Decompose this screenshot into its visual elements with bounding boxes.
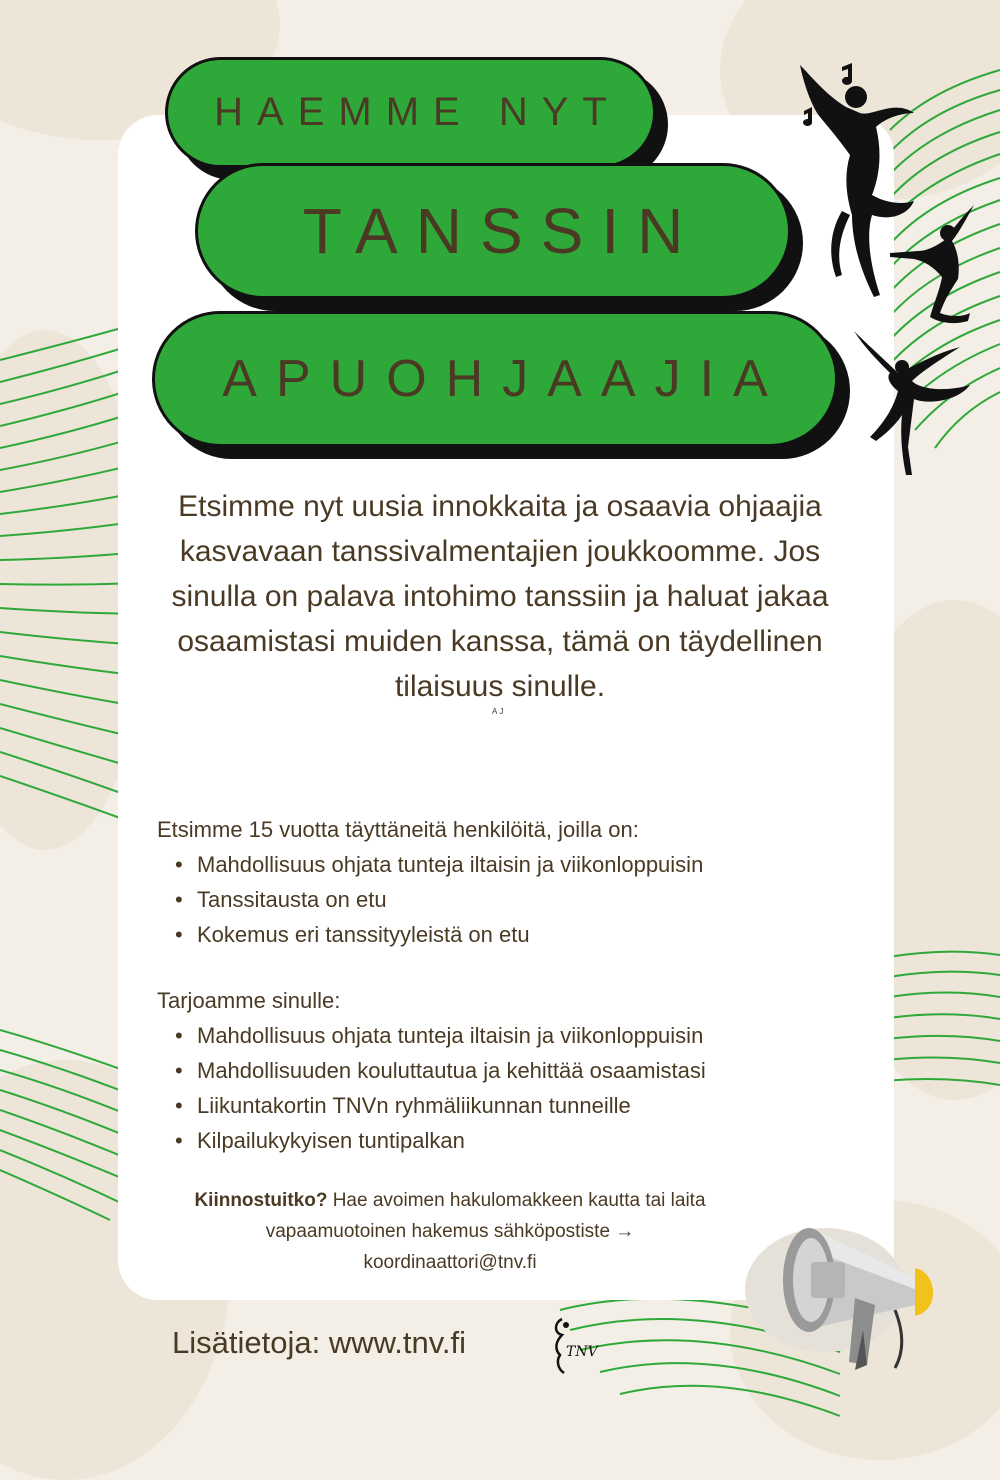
requirements-section [157, 812, 703, 952]
offer-heading: Tarjoamme sinulle: [157, 988, 341, 1013]
headline-pill-1 [165, 57, 656, 168]
list-item: • Kilpailukykyisen tuntipalkan [197, 1123, 706, 1158]
contact-lead: Kiinnostuitko? [194, 1190, 328, 1211]
headline-line-3: APUOHJAAJIA [222, 350, 787, 408]
list-item: • Tanssitausta on etu [197, 882, 703, 917]
contact-text: Hae avoimen hakulomakkeen kautta tai laita vapaamuotoinen hakemus sähköpostiste → [265, 1190, 706, 1242]
offer-section [157, 983, 706, 1158]
tnv-logo-text: TNV [566, 1344, 598, 1360]
offer-list [157, 1018, 706, 1158]
headline-pill-2 [195, 163, 791, 299]
headline-line-1: HAEMME NYT [214, 90, 621, 134]
list-item: • Mahdollisuus ohjata tunteja iltaisin ja viikonloppuisin [197, 847, 703, 882]
dancer-silhouettes-icon [790, 55, 990, 485]
contact-email-link[interactable]: koordinaattori@tnv.fi [363, 1252, 537, 1273]
list-item: • Kokemus eri tanssityyleistä on etu [197, 917, 703, 952]
watermark-initials: AJ [492, 707, 506, 716]
contact-block [145, 1185, 755, 1278]
list-item: • Mahdollisuus ohjata tunteja iltaisin ja viikonloppuisin [197, 1018, 706, 1053]
headline-line-2: TANSSIN [302, 195, 702, 267]
headline-pill-3 [152, 311, 838, 447]
megaphone-icon [745, 1180, 945, 1380]
intro-paragraph: Etsimme nyt uusia innokkaita ja osaavia ohjaajia kasvavaan tanssivalmentajien joukkoomme. Jos sinulla on palava intohimo tanssiin ja haluat jakaa osaamistasi muiden kanssa, tämä on täydellinen tilaisuus sinulle. [171, 490, 829, 703]
requirements-list [157, 847, 703, 952]
list-item: • Mahdollisuuden kouluttautua ja kehittää osaamistasi [197, 1053, 706, 1088]
requirements-heading: Etsimme 15 vuotta täyttäneitä henkilöitä, joilla on: [157, 817, 639, 842]
list-item: • Liikuntakortin TNVn ryhmäliikunnan tunneille [197, 1088, 706, 1123]
more-info-text[interactable]: Lisätietoja: www.tnv.fi [172, 1325, 467, 1360]
